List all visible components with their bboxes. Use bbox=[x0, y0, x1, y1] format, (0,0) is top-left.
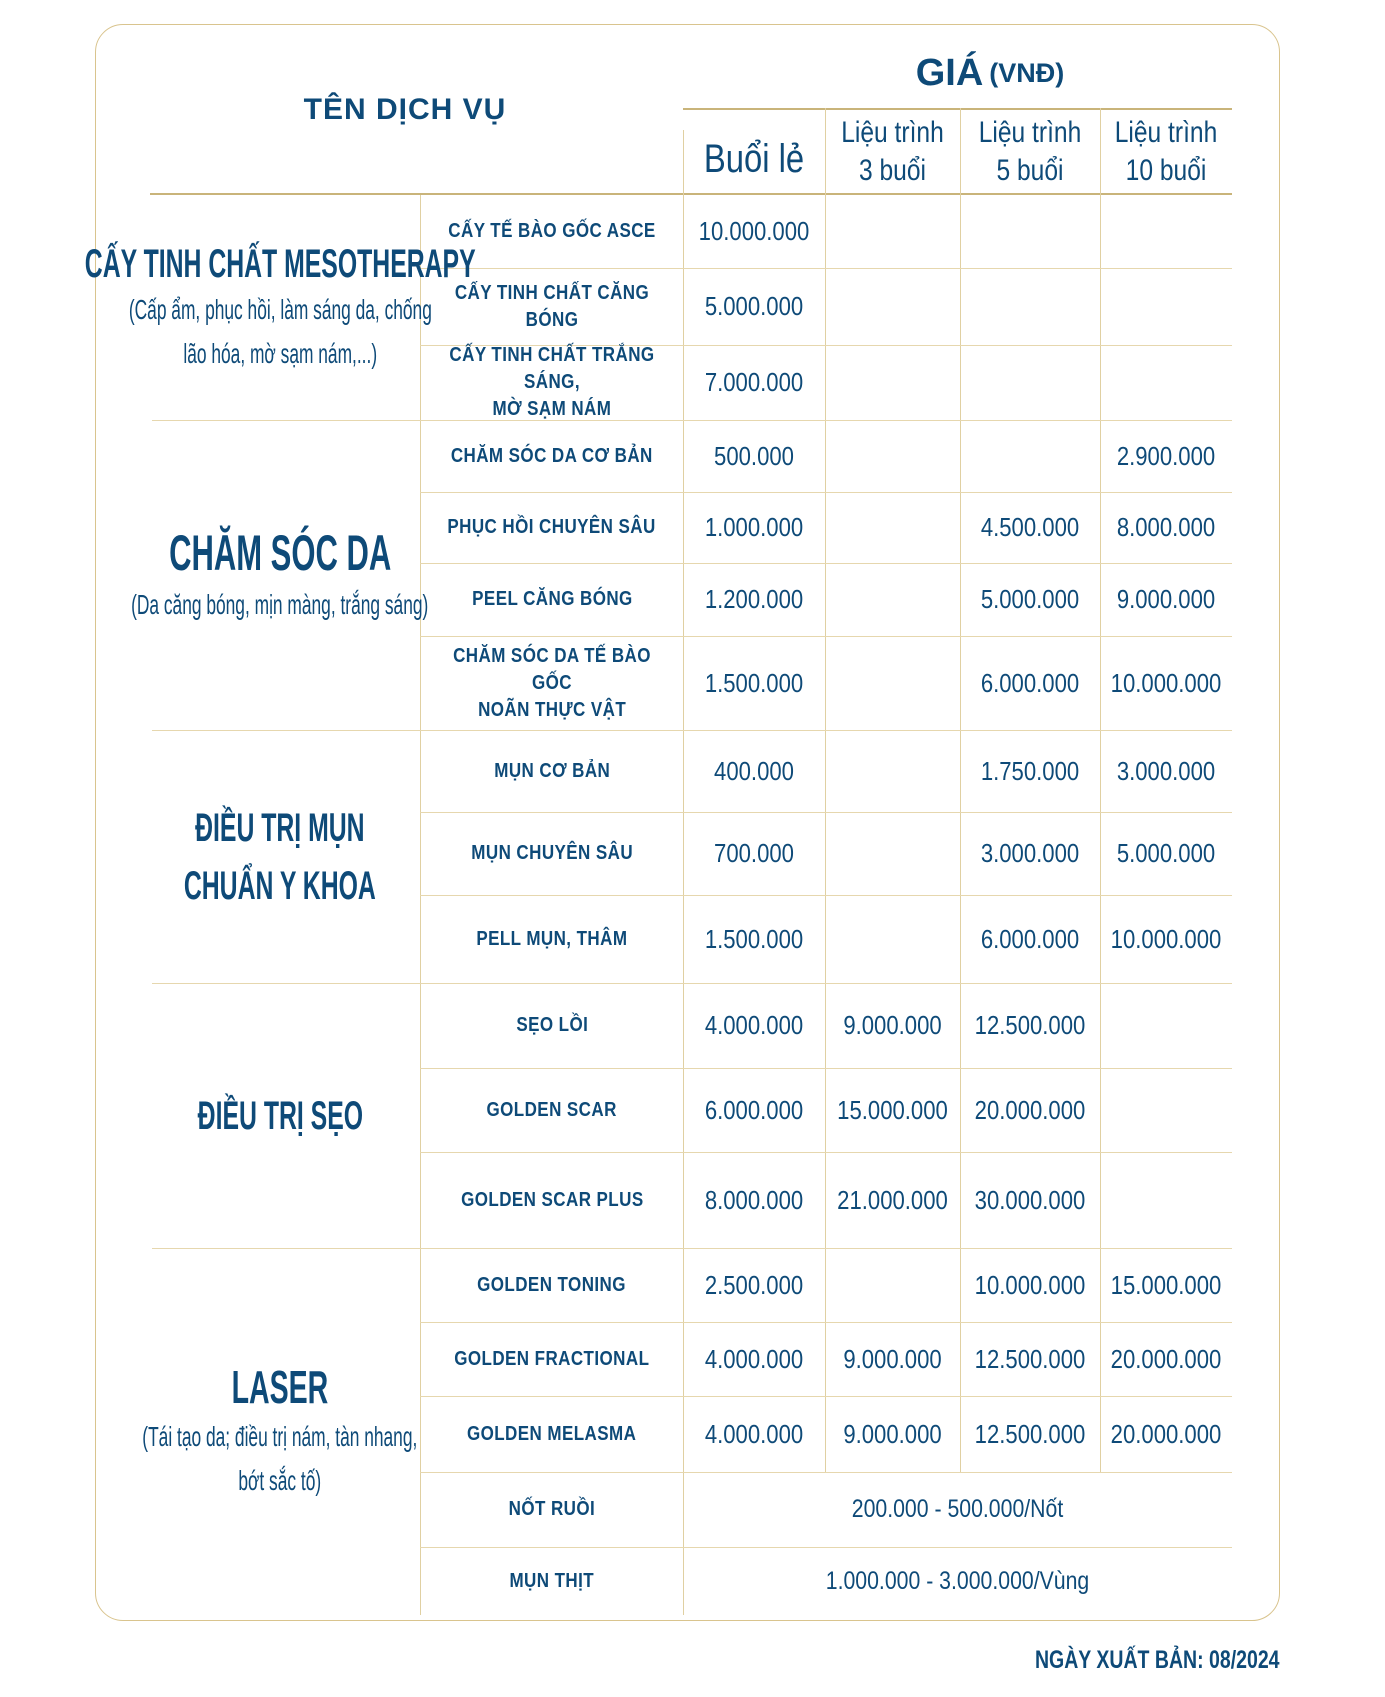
group-title bbox=[184, 799, 376, 915]
price-cell: 10.000.000 bbox=[698, 216, 810, 246]
service-column-divider bbox=[420, 195, 421, 1615]
group-subtitle: lão hóa, mờ sạm nám,...) bbox=[183, 337, 377, 369]
header-column-divider bbox=[960, 108, 961, 195]
group-subtitle: (Da căng bóng, mịn màng, trắng sáng) bbox=[131, 589, 429, 620]
service-name-line: NOÃN THỰC VẬT bbox=[477, 698, 627, 721]
price-cell: 8.000.000 bbox=[1116, 512, 1216, 542]
group-title-line: CHUẨN Y KHOA bbox=[184, 863, 377, 908]
price-cell: 10.000.000 bbox=[1110, 923, 1222, 954]
price-cell bbox=[835, 268, 950, 345]
group-title-line: CẤY TINH CHẤT MESOTHERAPY bbox=[84, 241, 476, 286]
price-column-divider bbox=[683, 195, 684, 1615]
column-header-line: Buổi lẻ bbox=[703, 137, 805, 181]
price-cell bbox=[1110, 345, 1222, 420]
price-cell bbox=[835, 895, 950, 983]
price-cell bbox=[835, 812, 950, 895]
group-title-line: ĐIỀU TRỊ SẸO bbox=[197, 1093, 363, 1138]
service-name-line: SẸO LỒI bbox=[516, 1014, 588, 1036]
price-cell: 6.000.000 bbox=[980, 667, 1080, 698]
price-column-divider bbox=[1100, 195, 1101, 1472]
column-header-line: 10 buổi bbox=[1125, 154, 1207, 187]
price-cell: 5.000.000 bbox=[980, 584, 1080, 614]
price-cell bbox=[1110, 983, 1222, 1068]
service-name-header: TÊN DỊCH VỤ bbox=[303, 93, 507, 126]
price-cell: 12.500.000 bbox=[974, 1010, 1086, 1040]
price-cell: 15.000.000 bbox=[837, 1094, 948, 1125]
service-name-line: CẤY TINH CHẤT CĂNG BÓNG bbox=[454, 281, 650, 331]
price-cell bbox=[835, 1248, 950, 1322]
service-name-line: GOLDEN FRACTIONAL bbox=[454, 1347, 650, 1370]
service-name-line: PELL MỤN, THÂM bbox=[476, 927, 628, 950]
price-cell bbox=[835, 420, 950, 492]
price-cell: 4.500.000 bbox=[980, 512, 1080, 542]
price-cell: 400.000 bbox=[714, 755, 794, 786]
price-cell bbox=[971, 195, 1090, 268]
price-cell: 4.000.000 bbox=[704, 1343, 804, 1374]
price-cell: 700.000 bbox=[714, 838, 794, 868]
column-header-line: 3 buổi bbox=[858, 154, 927, 187]
service-name-line: MỤN CHUYÊN SÂU bbox=[471, 842, 633, 864]
service-name bbox=[428, 345, 676, 420]
price-cell: 8.000.000 bbox=[704, 1184, 804, 1215]
service-name bbox=[428, 1547, 676, 1615]
service-name-line: GOLDEN SCAR PLUS bbox=[460, 1188, 644, 1211]
service-name bbox=[428, 1248, 676, 1322]
price-cell: 20.000.000 bbox=[974, 1094, 1086, 1125]
price-cell: 20.000.000 bbox=[1110, 1343, 1222, 1374]
group-subtitle: (Tái tạo da; điều trị nám, tàn nhang, bbox=[142, 1421, 418, 1453]
service-name bbox=[428, 492, 676, 563]
price-cell: 6.000.000 bbox=[704, 1094, 804, 1125]
price-cell bbox=[835, 345, 950, 420]
price-cell: 2.500.000 bbox=[704, 1269, 804, 1300]
service-name-line: MỤN CƠ BẢN bbox=[493, 759, 611, 782]
publish-date: NGÀY XUẤT BẢN: 08/2024 bbox=[1035, 1646, 1280, 1674]
price-cell bbox=[835, 563, 950, 636]
price-cell: 1.750.000 bbox=[980, 755, 1080, 786]
group-subtitle: (Cấp ẩm, phục hồi, làm sáng da, chống bbox=[128, 293, 432, 325]
service-name-line: PEEL CĂNG BÓNG bbox=[471, 588, 633, 610]
price-header bbox=[840, 44, 1140, 102]
group-title-line: ĐIỀU TRỊ MỤN bbox=[195, 805, 365, 850]
column-header-1 bbox=[837, 112, 948, 192]
group-title-line: CHĂM SÓC DA bbox=[168, 525, 392, 581]
group-title bbox=[169, 523, 391, 583]
price-cell: 15.000.000 bbox=[1110, 1269, 1222, 1300]
service-name-line: CẤY TINH CHẤT TRẮNG SÁNG, bbox=[449, 344, 655, 393]
price-column-divider bbox=[960, 195, 961, 1472]
price-cell bbox=[835, 195, 950, 268]
price-cell: 20.000.000 bbox=[1110, 1418, 1222, 1449]
service-group bbox=[131, 420, 429, 730]
service-name bbox=[428, 420, 676, 492]
header-column-divider bbox=[683, 130, 684, 195]
service-group bbox=[140, 983, 420, 1248]
price-column-divider bbox=[825, 195, 826, 1472]
group-title-line: LASER bbox=[231, 1360, 329, 1413]
service-name bbox=[428, 730, 676, 812]
price-cell bbox=[835, 492, 950, 563]
price-cell: 12.500.000 bbox=[974, 1418, 1086, 1449]
service-name bbox=[428, 983, 676, 1068]
group-title bbox=[85, 240, 476, 288]
price-range: 1.000.000 - 3.000.000/Vùng bbox=[825, 1566, 1090, 1595]
price-cell bbox=[971, 268, 1090, 345]
service-name bbox=[428, 895, 676, 983]
price-cell: 9.000.000 bbox=[843, 1343, 942, 1374]
service-name-line: GOLDEN SCAR bbox=[486, 1098, 618, 1121]
price-cell: 9.000.000 bbox=[1116, 584, 1216, 614]
price-cell: 1.000.000 bbox=[704, 512, 804, 542]
service-name-line: MỜ SẠM NÁM bbox=[492, 398, 612, 420]
service-name bbox=[428, 636, 676, 730]
column-header-line: Liệu trình bbox=[841, 116, 944, 149]
service-name-line: MỤN THỊT bbox=[509, 1569, 595, 1592]
price-cell: 5.000.000 bbox=[704, 291, 804, 321]
price-cell bbox=[1110, 268, 1222, 345]
price-cell: 1.200.000 bbox=[704, 584, 804, 614]
service-name-line: CẤY TẾ BÀO GỐC ASCE bbox=[448, 220, 656, 242]
column-header-line: Liệu trình bbox=[978, 116, 1082, 149]
price-cell: 5.000.000 bbox=[1116, 838, 1216, 868]
price-cell: 1.500.000 bbox=[704, 923, 804, 954]
service-name bbox=[428, 563, 676, 636]
service-name bbox=[428, 1396, 676, 1472]
price-title: GIÁ bbox=[915, 51, 984, 94]
price-cell bbox=[835, 730, 950, 812]
group-title bbox=[197, 1092, 362, 1140]
service-name-line: PHỤC HỒI CHUYÊN SÂU bbox=[447, 516, 657, 538]
price-cell: 3.000.000 bbox=[980, 838, 1080, 868]
group-subtitle: bớt sắc tố) bbox=[238, 1465, 322, 1497]
service-name bbox=[428, 1068, 676, 1152]
service-name-line: NỐT RUỒI bbox=[508, 1498, 596, 1520]
service-name-line: GOLDEN MELASMA bbox=[467, 1422, 637, 1445]
service-name bbox=[428, 812, 676, 895]
service-name-line: CHĂM SÓC DA CƠ BẢN bbox=[451, 444, 653, 467]
price-cell: 10.000.000 bbox=[1110, 667, 1222, 698]
price-cell: 3.000.000 bbox=[1116, 755, 1216, 786]
price-cell bbox=[971, 420, 1090, 492]
price-cell: 2.900.000 bbox=[1116, 440, 1216, 471]
price-cell bbox=[1110, 1068, 1222, 1152]
price-cell: 10.000.000 bbox=[974, 1269, 1086, 1300]
group-title bbox=[232, 1360, 329, 1415]
column-header-2 bbox=[973, 112, 1088, 192]
price-cell: 7.000.000 bbox=[704, 367, 804, 397]
price-cell: 9.000.000 bbox=[843, 1418, 942, 1449]
price-cell: 500.000 bbox=[714, 440, 794, 471]
service-group bbox=[140, 1248, 420, 1615]
column-header-3 bbox=[1112, 112, 1220, 192]
price-cell: 4.000.000 bbox=[704, 1010, 804, 1040]
price-cell: 30.000.000 bbox=[974, 1184, 1086, 1215]
price-cell: 6.000.000 bbox=[980, 923, 1080, 954]
price-cell: 12.500.000 bbox=[974, 1343, 1086, 1374]
header-column-divider bbox=[1100, 108, 1101, 195]
service-name bbox=[428, 1322, 676, 1396]
price-cell: 21.000.000 bbox=[837, 1184, 948, 1215]
price-cell bbox=[835, 636, 950, 730]
column-header-0 bbox=[696, 128, 812, 190]
column-header-line: Liệu trình bbox=[1114, 116, 1218, 149]
price-cell: 4.000.000 bbox=[704, 1418, 804, 1449]
price-cell: 1.500.000 bbox=[704, 667, 804, 698]
service-group bbox=[84, 195, 476, 420]
price-header-divider bbox=[683, 108, 1232, 110]
service-name bbox=[428, 1152, 676, 1248]
price-cell bbox=[1110, 1152, 1222, 1248]
service-name bbox=[428, 1472, 676, 1547]
price-range: 200.000 - 500.000/Nốt bbox=[851, 1495, 1064, 1523]
column-header-line: 5 buổi bbox=[996, 154, 1064, 187]
price-cell bbox=[1110, 195, 1222, 268]
service-name-line: GOLDEN TONING bbox=[477, 1273, 627, 1296]
price-cell: 9.000.000 bbox=[843, 1010, 942, 1040]
service-name-line: CHĂM SÓC DA TẾ BÀO GỐC bbox=[453, 644, 651, 694]
price-cell bbox=[971, 345, 1090, 420]
header-column-divider bbox=[825, 108, 826, 195]
service-group bbox=[140, 730, 420, 983]
price-unit: (VNĐ) bbox=[989, 57, 1065, 88]
